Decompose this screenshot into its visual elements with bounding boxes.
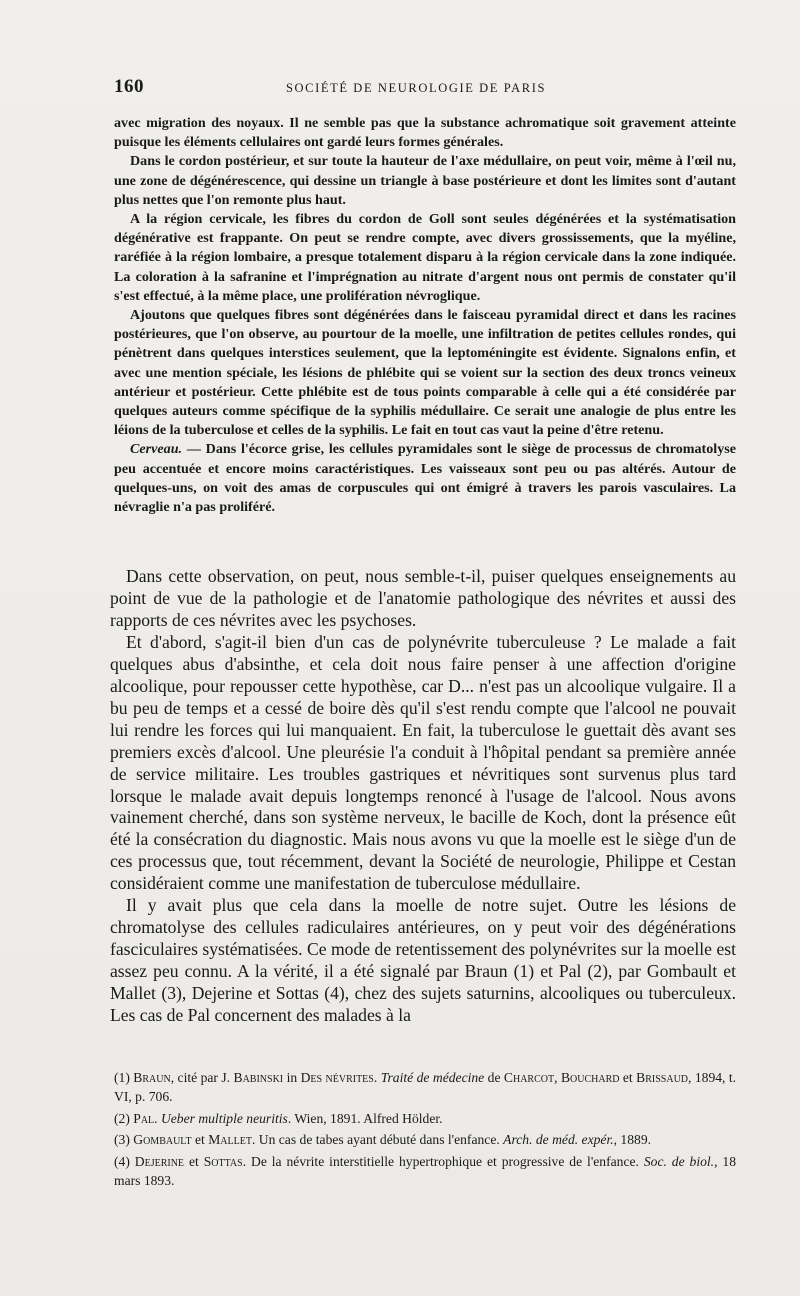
work-title: Traité de médecine [380,1070,485,1085]
paragraph: Ajoutons que quelques fibres sont dégénérées dans le faisceau pyramidal direct et dans les racines postérieures, que l'on observe, au pourtour de la moelle, une infiltration de petites cellules rondes, qui pénètrent dans quelques interstices seulement, que la leptoméningite est évidente. Signalons enfin, et avec une mention spéciale, les lésions de phlébite qui se voient sur la section des deux troncs veineux antérieur et postérieur. Cette phlébite est de tous points comparable à celle qui a été considérée par quelques auteurs comme spécifique de la syphilis médullaire. Ce serait une analogie de plus entre les léions de la tuberculose et celles de la syphilis. Le fait en tout cas vaut la peine d'être retenu. [114,307,736,439]
footnote-marker: (2) [114,1110,130,1126]
author: Babinski [233,1070,284,1085]
work-title: Arch. de méd. expér. [503,1132,614,1148]
paragraph: A la région cervicale, les fibres du cordon de Goll sont seules dégénérées et la systématisation dégénérative est frappante. On peut se rendre compte, avec divers grossissements, que la myéline, raréfiée à la région lombaire, a presque totalement disparu à la région cervicale dans la zone indiquée. La coloration à la safranine et l'imprégnation au nitrate d'argent nous ont permis de constater qu'il s'est effectué, à la même place, une prolifération névroglique. [114,211,736,304]
author: Gombault [133,1132,192,1148]
text: , cité par J. [170,1070,234,1085]
text: et [619,1070,637,1085]
running-title: SOCIÉTÉ DE NEUROLOGIE DE PARIS [286,81,547,95]
footnote [114,1130,736,1149]
footnote [114,1152,736,1191]
observation-details [114,114,736,517]
author: Bouchard [560,1070,620,1085]
page-header [114,76,734,100]
text: , 18 mars 1893. [114,1153,737,1189]
discussion-text [110,566,736,1027]
author: Pal [133,1110,155,1126]
page-number: 160 [114,76,144,97]
paragraph: Et d'abord, s'agit-il bien d'un cas de polynévrite tuberculeuse ? Le malade a fait quelques abus d'absinthe, et cela doit nous faire penser à une affection d'origine alcoolique, pour repousser cette hypothèse, car D... n'est pas un alcoolique vulgaire. Il a bu peu de temps et a cessé de boire dès qu'il s'est rendu compte que l'alcool ne pouvait lui rendre les forces qui lui manquaient. En fait, la tuberculose le guettait dès avant ses premiers excès d'alcool. Une pleurésie l'a conduit à l'hôpital pendant sa première année de service militaire. Les troubles gastriques et névritiques sont survenus plus tard lorsque le malade avait depuis longtemps renoncé à l'usage de l'alcool. Nous avons vainement cherché, dans son système nerveux, le bacille de Koch, dont la présence eût été la consécration du diagnostic. Mais nous avons vu que la moelle est le siège d'un de ces processus que, tout récemment, devant la Société de neurologie, Philippe et Cestan considéraient comme une manifestation de tuberculose médullaire. [110,631,736,894]
text: , [554,1070,561,1085]
footnote-marker: (3) [114,1132,130,1148]
paragraph [114,440,736,517]
section-label: Cerveau. [130,441,183,458]
text: de [484,1070,504,1085]
author: Brissaud [636,1070,689,1085]
footnote-marker: (4) [114,1153,130,1169]
paragraph: Dans le cordon postérieur, et sur toute la hauteur de l'axe médullaire, on peut voir, même à l'œil nu, une zone de dégénérescence, qui dessine un triangle à base postérieure et dont les limites sont d'autant plus nettes que l'on remonte plus haut. [114,153,736,208]
text: . [154,1110,161,1126]
work-title: Soc. de biol. [643,1153,715,1169]
text: et [191,1132,209,1148]
author: Dejerine [134,1153,185,1169]
author: Mallet [208,1132,252,1148]
text: , 1889. [613,1132,652,1148]
paragraph: Il y avait plus que cela dans la moelle de notre sujet. Outre les lésions de chromatolyse des cellules radiculaires antérieures, on y peut voir des dégénérations fasciculaires systématisées. Ce mode de retentissement des polynévrites sur la moelle est assez peu connu. A la vérité, il a été signalé par Braun (1) et Pal (2), par Gombault et Mallet (3), Dejerine et Sottas (4), chez des sujets saturnins, alcooliques ou tuberculeux. Les cas de Pal concernent des malades à la [110,895,736,1026]
author: Charcot [503,1070,555,1085]
author: Braun [133,1070,171,1085]
paragraph: Dans cette observation, on peut, nous semble-t-il, puiser quelques enseignements au point de vue de la pathologie et de l'anatomie pathologique des névrites et aussi des rapports de ces névrites avec les psychoses. [110,566,736,630]
author: Sottas [203,1153,243,1169]
text: . [373,1070,381,1085]
text: . De la névrite interstitielle hypertrophique et progressive de l'enfance. [242,1153,644,1169]
footnotes [114,1068,736,1192]
text: . Wien, 1891. Alfred Hölder. [287,1110,443,1126]
footnote [114,1109,736,1128]
paragraph-text: — Dans l'écorce grise, les cellules pyramidales sont le siège de processus de chromatolyse peu accentuée et encore moins caractéristiques. Les vaisseaux sont peu ou pas altérés. Autour de quelques-uns, on voit des amas de corpuscules qui ont émigré à travers les parois vasculaires. La névraglie n'a pas proliféré. [114,441,736,516]
text: . Un cas de tabes ayant débuté dans l'enfance. [251,1132,504,1148]
footnote [114,1068,736,1107]
text: , 1894, t. VI, p. 706. [114,1070,737,1105]
paragraph: avec migration des noyaux. Il ne semble pas que la substance achromatique soit gravement atteinte puisque les éléments cellulaires ont gardé leurs formes générales. [114,115,736,151]
work-title: Des névrites [300,1070,374,1085]
work-title: Ueber multiple neuritis [160,1110,288,1126]
text: et [184,1153,204,1169]
footnote-marker: (1) [114,1070,130,1085]
text: in [283,1070,301,1085]
